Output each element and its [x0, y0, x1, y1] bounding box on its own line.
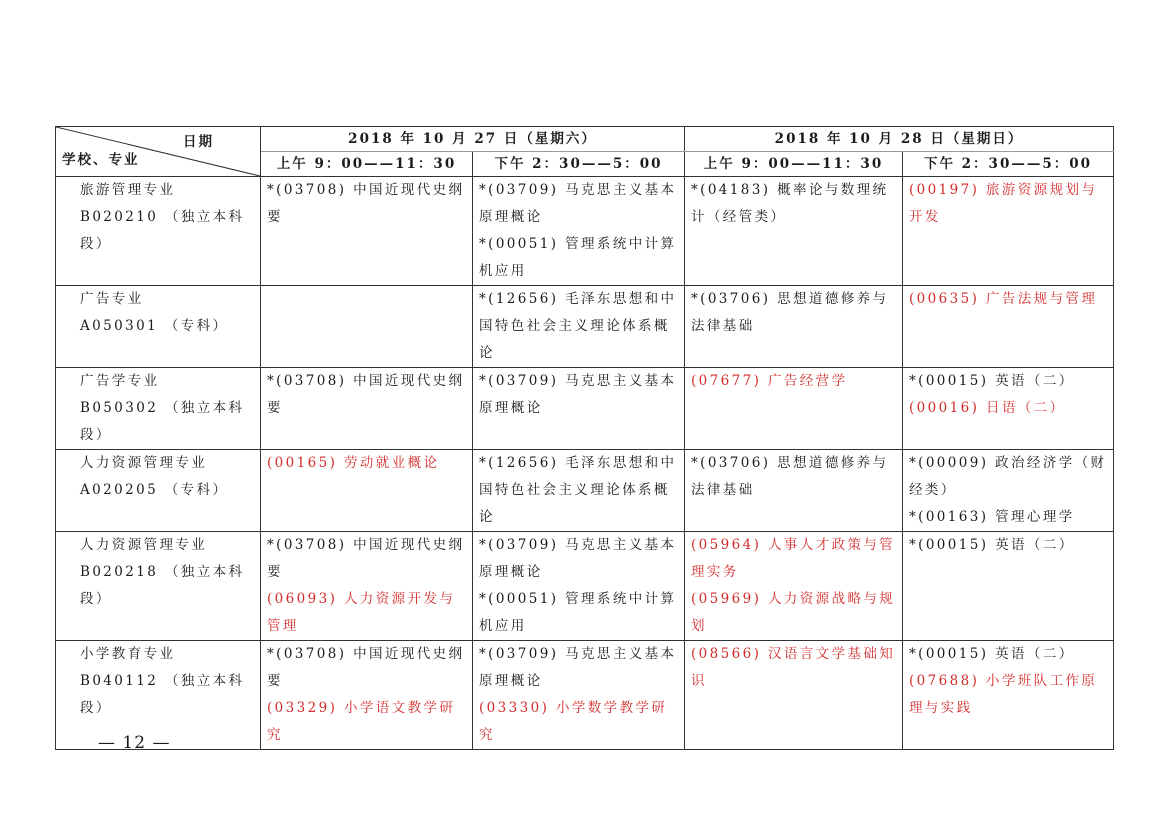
course-entry: *(03708) 中国近现代史纲要 — [267, 182, 465, 225]
table-row — [56, 641, 1114, 750]
school-major-cell — [56, 368, 261, 450]
exam-slot-cell — [261, 641, 473, 750]
header-slot-2: 下午 2：30——5：00 — [473, 152, 685, 177]
table-row — [56, 368, 1114, 450]
corner-label-school-major: 学校、专业 — [62, 152, 140, 168]
course-entry: *(03708) 中国近现代史纲要 — [267, 537, 465, 580]
course-entry: *(03706) 思想道德修养与法律基础 — [691, 291, 889, 334]
exam-slot-cell — [685, 368, 903, 450]
exam-slot-cell — [261, 177, 473, 286]
header-slot-3: 上午 9：00——11：30 — [685, 152, 903, 177]
exam-slot-cell — [685, 450, 903, 532]
exam-slot-cell — [903, 286, 1114, 368]
course-entry-highlighted: (00635) 广告法规与管理 — [909, 291, 1098, 307]
exam-slot-cell — [473, 177, 685, 286]
table-row — [56, 532, 1114, 641]
exam-slot-cell — [261, 450, 473, 532]
school-major-cell — [56, 450, 261, 532]
corner-label-date: 日期 — [183, 134, 214, 150]
exam-slot-cell — [685, 286, 903, 368]
course-entry-highlighted: (06093) 人力资源开发与管理 — [267, 591, 456, 634]
exam-slot-cell — [903, 532, 1114, 641]
major-name: 小学教育专业 — [80, 646, 176, 662]
course-entry: *(03706) 思想道德修养与法律基础 — [691, 455, 889, 498]
course-entry-highlighted: (00016) 日语（二） — [909, 400, 1066, 416]
exam-slot-cell — [903, 177, 1114, 286]
course-entry: *(03709) 马克思主义基本原理概论 — [479, 373, 677, 416]
course-entry: *(00163) 管理心理学 — [909, 509, 1075, 525]
exam-slot-cell — [473, 532, 685, 641]
table-row — [56, 450, 1114, 532]
course-entry: *(04183) 概率论与数理统计（经管类） — [691, 182, 889, 225]
course-entry: *(03709) 马克思主义基本原理概论 — [479, 646, 677, 689]
school-major-cell — [56, 532, 261, 641]
major-code: B020210 （独立本科段） — [80, 209, 245, 252]
course-entry-highlighted: (00165) 劳动就业概论 — [267, 455, 440, 471]
major-code: B040112 （独立本科段） — [80, 673, 245, 716]
exam-slot-cell — [261, 532, 473, 641]
major-code: B050302 （独立本科段） — [80, 400, 245, 443]
major-name: 旅游管理专业 — [80, 182, 176, 198]
exam-slot-cell — [685, 177, 903, 286]
course-entry: *(00015) 英语（二） — [909, 373, 1075, 389]
major-code: B020218 （独立本科段） — [80, 564, 245, 607]
course-entry: *(00051) 管理系统中计算机应用 — [479, 591, 677, 634]
exam-slot-cell — [261, 286, 473, 368]
course-entry: *(03709) 马克思主义基本原理概论 — [479, 537, 677, 580]
course-entry: *(03709) 马克思主义基本原理概论 — [479, 182, 677, 225]
course-entry-highlighted: (03330) 小学数学教学研究 — [479, 700, 668, 743]
course-entry: *(00051) 管理系统中计算机应用 — [479, 236, 677, 279]
exam-slot-cell — [473, 286, 685, 368]
exam-slot-cell — [903, 641, 1114, 750]
course-entry-highlighted: (00197) 旅游资源规划与开发 — [909, 182, 1098, 225]
course-entry: *(03708) 中国近现代史纲要 — [267, 373, 465, 416]
course-entry: *(12656) 毛泽东思想和中国特色社会主义理论体系概论 — [479, 291, 677, 361]
exam-slot-cell — [685, 532, 903, 641]
school-major-cell — [56, 177, 261, 286]
course-entry: *(03708) 中国近现代史纲要 — [267, 646, 465, 689]
header-corner-cell — [56, 127, 261, 177]
course-entry-highlighted: (03329) 小学语文教学研究 — [267, 700, 456, 743]
exam-slot-cell — [903, 450, 1114, 532]
exam-slot-cell — [903, 368, 1114, 450]
course-entry-highlighted: (07688) 小学班队工作原理与实践 — [909, 673, 1098, 716]
course-entry-highlighted: (08566) 汉语言文学基础知识 — [691, 646, 896, 689]
course-entry-highlighted: (05964) 人事人才政策与管理实务 — [691, 537, 896, 580]
header-date-2: 2018 年 10 月 28 日（星期日） — [685, 127, 1114, 152]
major-name: 人力资源管理专业 — [80, 455, 208, 471]
course-entry-highlighted: (07677) 广告经营学 — [691, 373, 848, 389]
exam-slot-cell — [473, 368, 685, 450]
header-date-1: 2018 年 10 月 27 日（星期六） — [261, 127, 685, 152]
major-name: 人力资源管理专业 — [80, 537, 208, 553]
course-entry: *(00009) 政治经济学（财经类） — [909, 455, 1107, 498]
course-entry: *(00015) 英语（二） — [909, 537, 1075, 553]
table-row — [56, 177, 1114, 286]
exam-slot-cell — [473, 641, 685, 750]
exam-schedule-table — [55, 126, 1114, 750]
exam-slot-cell — [261, 368, 473, 450]
header-slot-4: 下午 2：30——5：00 — [903, 152, 1114, 177]
major-code: A050301 （专科） — [80, 318, 229, 334]
page-number: — 12 — — [98, 733, 171, 753]
major-name: 广告学专业 — [80, 373, 160, 389]
header-row-dates — [56, 127, 1114, 152]
exam-slot-cell — [473, 450, 685, 532]
course-entry: *(00015) 英语（二） — [909, 646, 1075, 662]
course-entry: *(12656) 毛泽东思想和中国特色社会主义理论体系概论 — [479, 455, 677, 525]
header-slot-1: 上午 9：00——11：30 — [261, 152, 473, 177]
major-name: 广告专业 — [80, 291, 144, 307]
course-entry-highlighted: (05969) 人力资源战略与规划 — [691, 591, 896, 634]
school-major-cell — [56, 286, 261, 368]
exam-slot-cell — [685, 641, 903, 750]
major-code: A020205 （专科） — [80, 482, 229, 498]
table-row — [56, 286, 1114, 368]
